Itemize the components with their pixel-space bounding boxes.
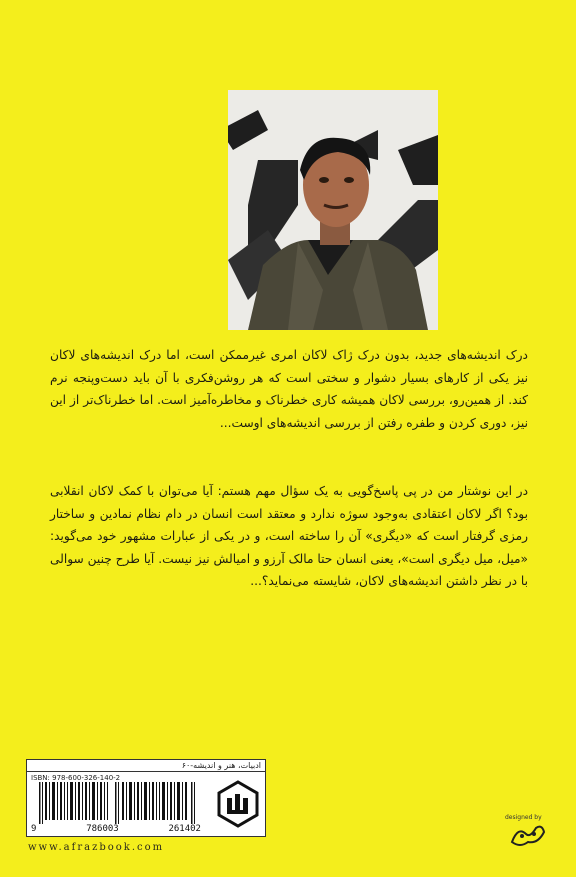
barcode-digit-prefix: 9	[31, 824, 37, 834]
barcode-digit-group-2: 261402	[168, 824, 201, 834]
barcode-icon	[31, 782, 203, 824]
designed-by-label: designed by	[505, 814, 542, 821]
description-paragraph-1: درک اندیشه‌های جدید، بدون درک ژاک لاکان امری غیرممکن است، اما درک اندیشه‌های لاکان نیز یکی از کارهای بسیار دشوار و سختی است که هر روشن‌فکری با آن باید دست‌وپنجه نرم کند. از همین‌رو، بررسی لاکان همیشه کاری خطرناک و مخاطره‌آمیز است. اما خطرناک‌تر از این نیز، دوری کردن و طفره رفتن از بررسی اندیشه‌های اوست...	[50, 348, 528, 430]
publisher-website[interactable]: www.afrazbook.com	[28, 842, 165, 853]
series-label: ادبیات، هنر و اندیشه-۶۰	[27, 760, 265, 772]
author-photo	[228, 90, 438, 330]
description-paragraph-2: در این نوشتار من در پی پاسخ‌گویی به یک سؤال مهم هستم: آیا می‌توان با کمک لاکان انقلابی بود؟ اگر لاکان اعتقادی به‌وجود سوژه ندارد و معتقد است انسان در دام نظام نمادین و ساختار رمزی گرفتار است که «دیگری» آن را ساخته است، و در یکی از عبارات مشهور خود می‌گوید: «میل، میل دیگری است»، یعنی انسان حتا مالک آرزو و امیالش نیز نیست. آیا طرح چنین سوالی با در نظر داشتن اندیشه‌های لاکان، شایسته می‌نماید؟...	[49, 484, 528, 588]
isbn-text: ISBN: 978-600-326-140-2	[31, 774, 121, 782]
publisher-logo-icon	[217, 780, 259, 828]
designer-logo-icon	[508, 822, 548, 850]
barcode-digit-group-1: 786003	[86, 824, 119, 834]
barcode-digits	[31, 824, 201, 834]
author-photo-illustration	[228, 90, 438, 330]
barcode-box	[26, 759, 266, 837]
